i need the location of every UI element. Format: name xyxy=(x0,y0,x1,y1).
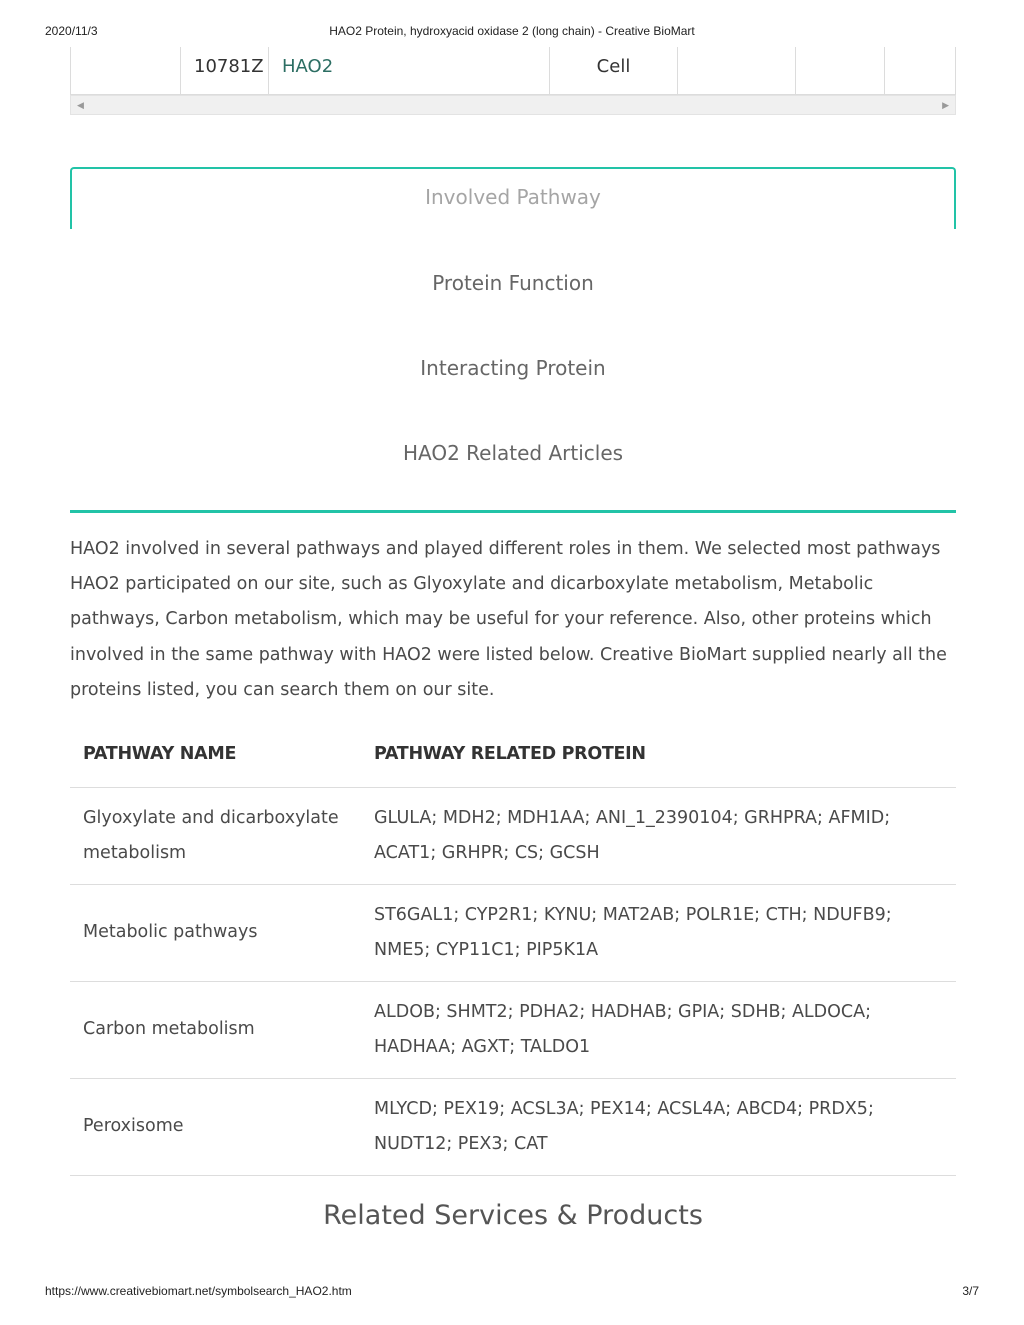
print-footer xyxy=(0,1284,1024,1300)
pathway-name: Peroxisome xyxy=(83,1116,184,1137)
pathway-proteins: ST6GAL1; CYP2R1; KYNU; MAT2AB; POLR1E; CTH; NDUFB9; NME5; CYP11C1; PIP5K1A xyxy=(374,904,892,960)
table-header xyxy=(70,726,956,788)
tab-protein-function[interactable]: Protein Function xyxy=(432,271,594,295)
scroll-left-icon[interactable]: ◀ xyxy=(77,100,84,110)
tab-interacting-protein[interactable]: Interacting Protein xyxy=(420,356,606,380)
related-services-heading: Related Services & Products xyxy=(323,1200,703,1231)
print-url: https://www.creativebiomart.net/symbolsearch_HAO2.htm xyxy=(45,1284,352,1298)
tab-related-articles[interactable]: HAO2 Related Articles xyxy=(402,441,624,465)
pathway-intro-text: HAO2 involved in several pathways and played different roles in them. We selected most pathways HAO2 participated on our site, such as Glyoxylate and dicarboxylate metabolism, Metabolic pathways, Carbon metabolism, which may be useful for your reference. Also, other proteins which involved in the same pathway with HAO2 were listed below. Creative BioMart supplied nearly all the proteins listed, you can search them on our site. xyxy=(70,539,947,700)
column-header-pathway-name: PATHWAY NAME xyxy=(83,744,237,764)
table-cell xyxy=(678,47,796,94)
table-row xyxy=(70,885,956,982)
table-row xyxy=(70,982,956,1079)
print-page-title: HAO2 Protein, hydroxyacid oxidase 2 (long chain) - Creative BioMart xyxy=(329,24,695,38)
print-page-number: 3/7 xyxy=(962,1284,979,1298)
table-cell-source: Cell xyxy=(550,47,678,94)
table-cell-symbol xyxy=(269,47,550,94)
print-date: 2020/11/3 xyxy=(45,24,98,38)
pathway-proteins: GLULA; MDH2; MDH1AA; ANI_1_2390104; GRHPRA; AFMID; ACAT1; GRHPR; CS; GCSH xyxy=(374,807,891,863)
table-row xyxy=(70,788,956,885)
table-cell xyxy=(885,47,955,94)
pathway-table xyxy=(70,726,956,1176)
symbol-link[interactable]: HAO2 xyxy=(282,56,334,77)
table-cell xyxy=(71,47,181,94)
pathway-proteins: MLYCD; PEX19; ACSL3A; PEX14; ACSL4A; ABCD4; PRDX5; NUDT12; PEX3; CAT xyxy=(374,1098,874,1154)
table-cell xyxy=(796,47,885,94)
pathway-name: Carbon metabolism xyxy=(83,1019,255,1040)
table-cell-catalog: 10781Z xyxy=(181,47,269,94)
table-row xyxy=(70,1079,956,1176)
tab-panel-divider xyxy=(70,510,956,513)
pathway-name: Glyoxylate and dicarboxylate metabolism xyxy=(83,807,339,863)
print-header xyxy=(0,24,1024,40)
product-table-fragment xyxy=(70,47,956,95)
pathway-proteins: ALDOB; SHMT2; PDHA2; HADHAB; GPIA; SDHB; ALDOCA; HADHAA; AGXT; TALDO1 xyxy=(374,1001,872,1057)
scroll-right-icon[interactable]: ▶ xyxy=(942,100,949,110)
horizontal-scrollbar[interactable] xyxy=(70,95,956,115)
column-header-related-protein: PATHWAY RELATED PROTEIN xyxy=(374,744,646,764)
pathway-name: Metabolic pathways xyxy=(83,922,258,943)
tab-involved-pathway[interactable]: Involved Pathway xyxy=(425,185,601,209)
